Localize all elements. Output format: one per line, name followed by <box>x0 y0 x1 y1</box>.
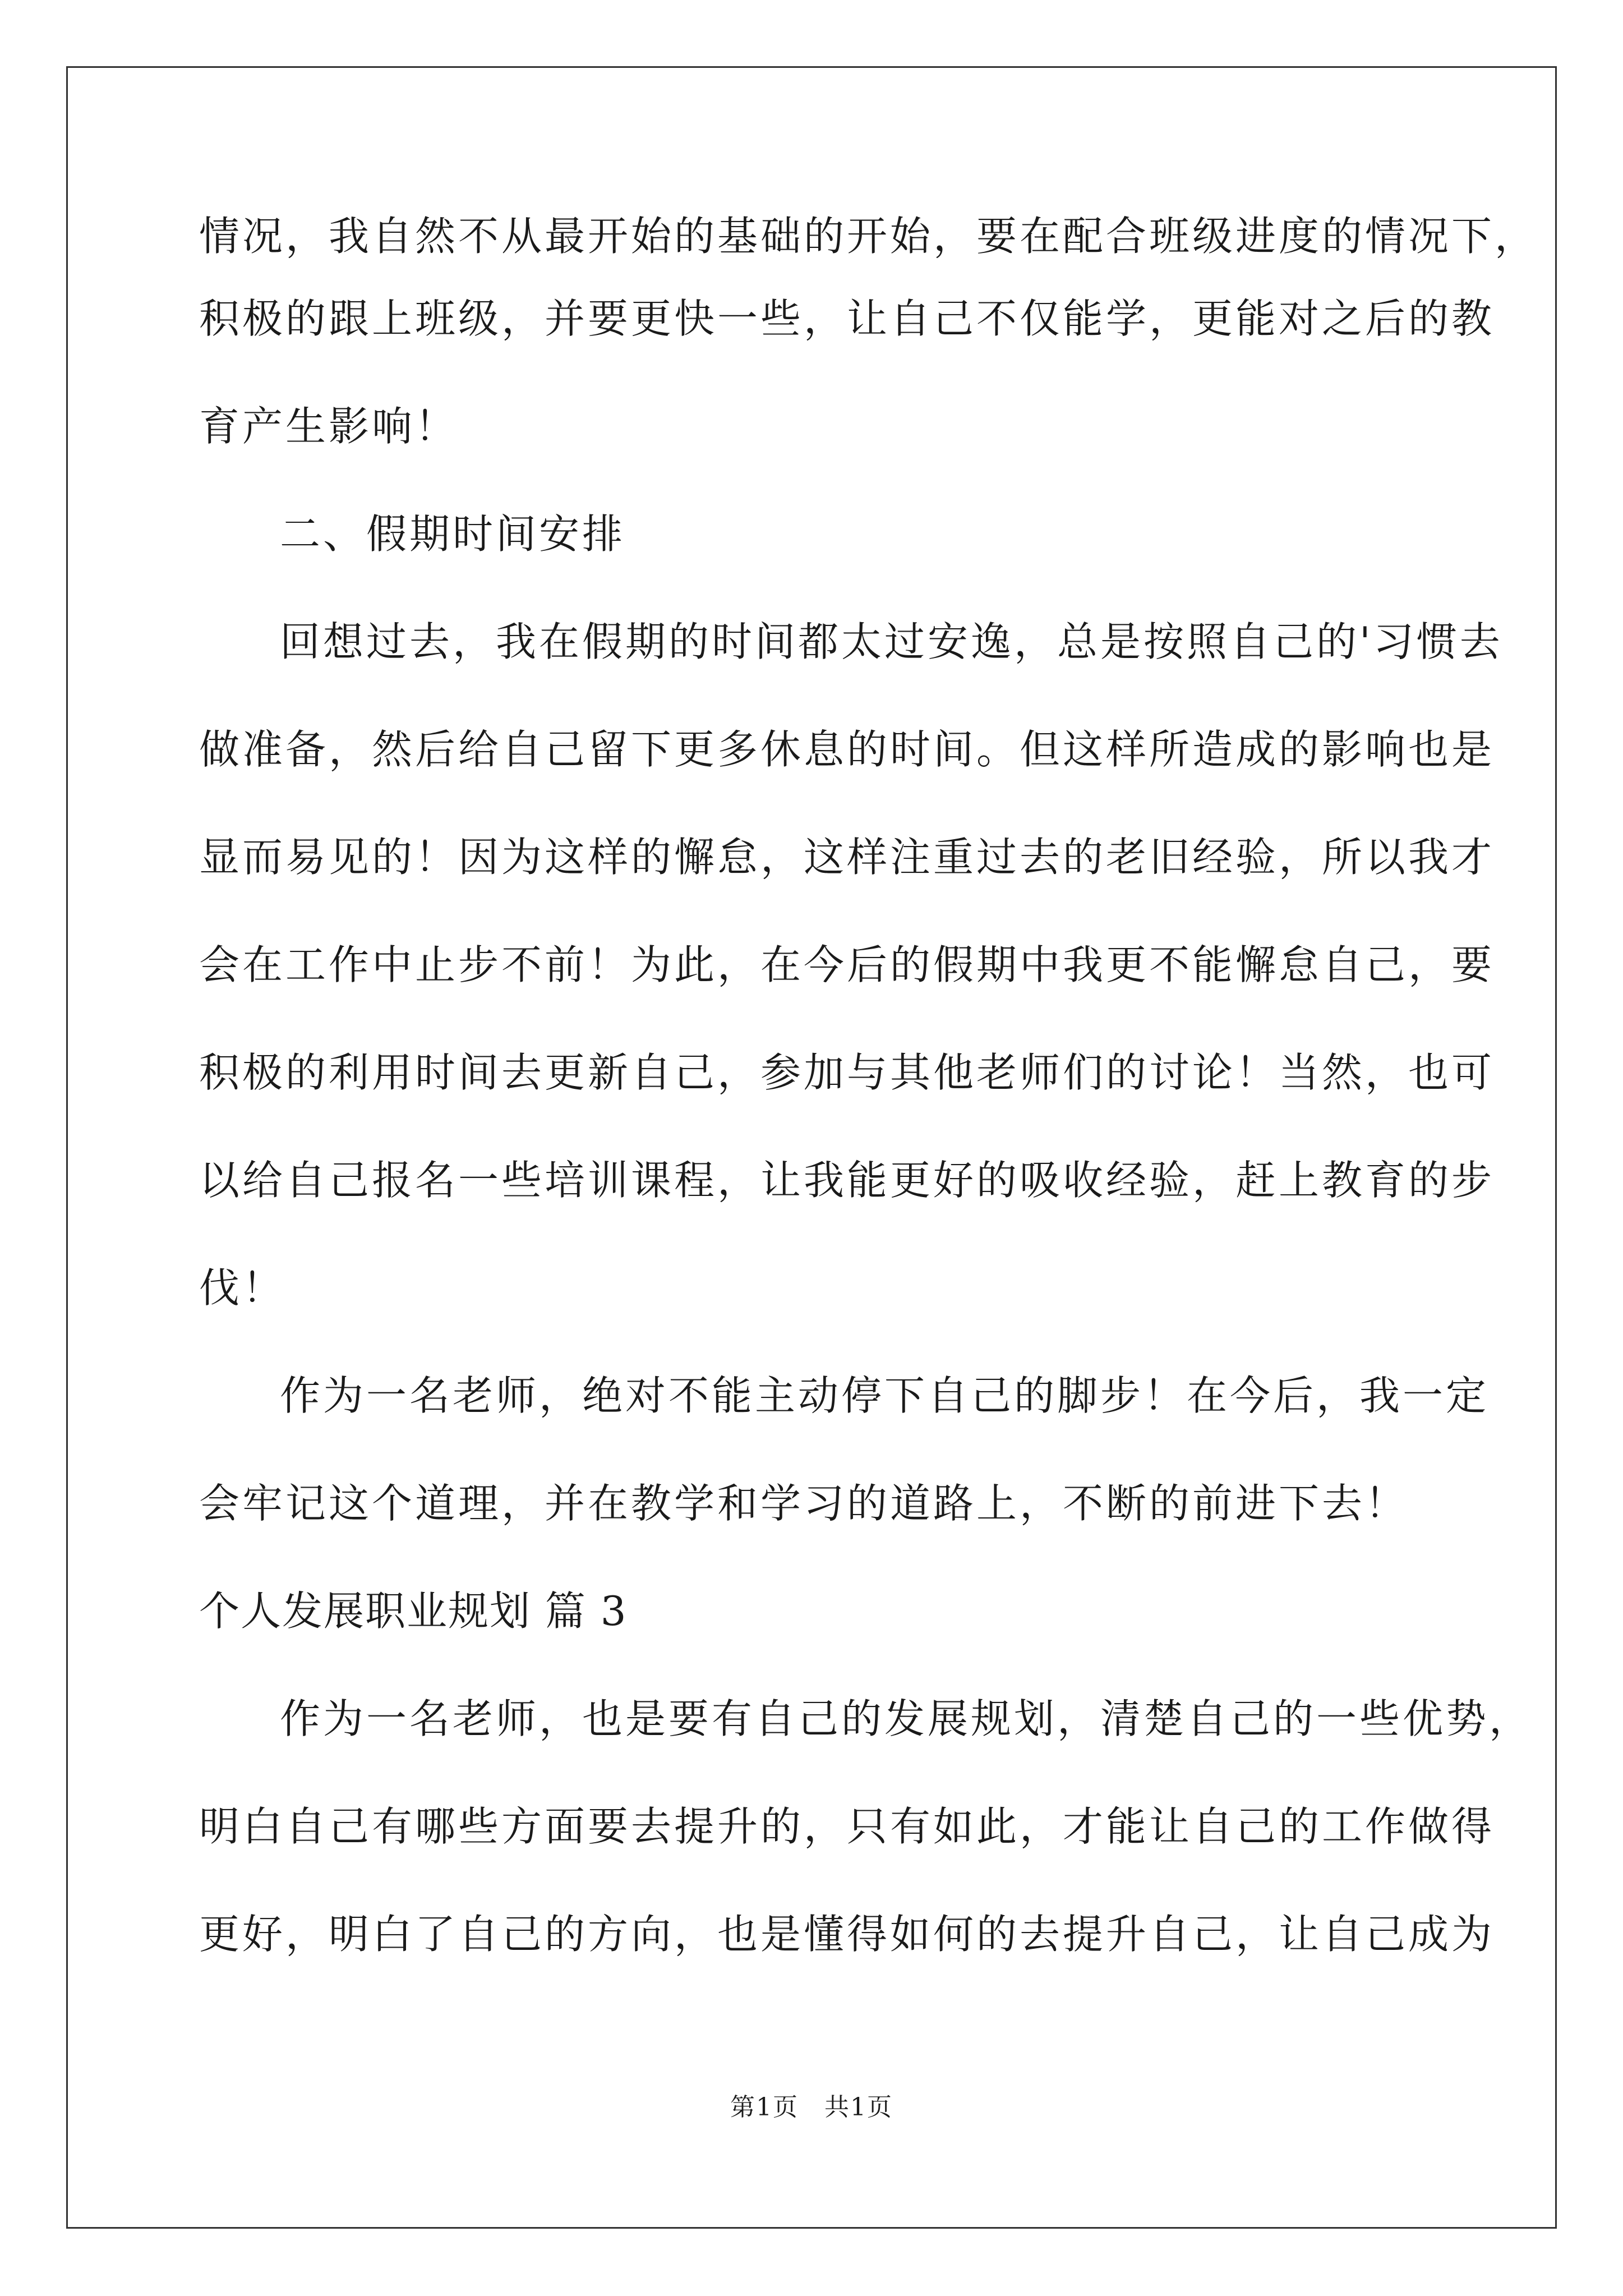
text-line: 育产生影响！ <box>199 403 459 450</box>
text-line: 会牢记这个道理，并在教学和学习的道路上，不断的前进下去！ <box>199 1480 1409 1527</box>
text-line: 作为一名老师，也是要有自己的发展规划，清楚自己的一些优势， <box>280 1695 1533 1742</box>
text-line: 会在工作中止步不前！为此，在今后的假期中我更不能懈怠自己，要 <box>199 941 1495 988</box>
text-line: 伐！ <box>199 1264 286 1312</box>
text-line: 积极的跟上班级，并要更快一些，让自己不仅能学，更能对之后的教 <box>199 295 1495 342</box>
text-line: 显而易见的！因为这样的懈怠，这样注重过去的老旧经验，所以我才 <box>199 834 1495 881</box>
document-body <box>199 208 1538 1988</box>
text-line: 明白自己有哪些方面要去提升的，只有如此，才能让自己的工作做得 <box>199 1803 1495 1850</box>
text-line: 情况，我自然不从最开始的基础的开始，要在配合班级进度的情况下， <box>199 213 1538 260</box>
page-number-footer: 第1页 共1页 <box>730 2093 893 2122</box>
text-line: 作为一名老师，绝对不能主动停下自己的脚步！在今后，我一定 <box>280 1372 1490 1419</box>
text-line: 回想过去，我在假期的时间都太过安逸，总是按照自己的'习惯去 <box>280 618 1503 665</box>
article-heading: 个人发展职业规划 篇 3 <box>199 1588 628 1635</box>
text-line: 更好，明白了自己的方向，也是懂得如何的去提升自己，让自己成为 <box>199 1911 1495 1958</box>
text-line: 积极的利用时间去更新自己，参加与其他老师们的讨论！当然，也可 <box>199 1049 1495 1096</box>
text-line: 以给自己报名一些培训课程，让我能更好的吸收经验，赶上教育的步 <box>199 1157 1495 1204</box>
section-heading: 二、假期时间安排 <box>280 510 626 558</box>
text-line: 做准备，然后给自己留下更多休息的时间。但这样所造成的影响也是 <box>199 726 1495 773</box>
